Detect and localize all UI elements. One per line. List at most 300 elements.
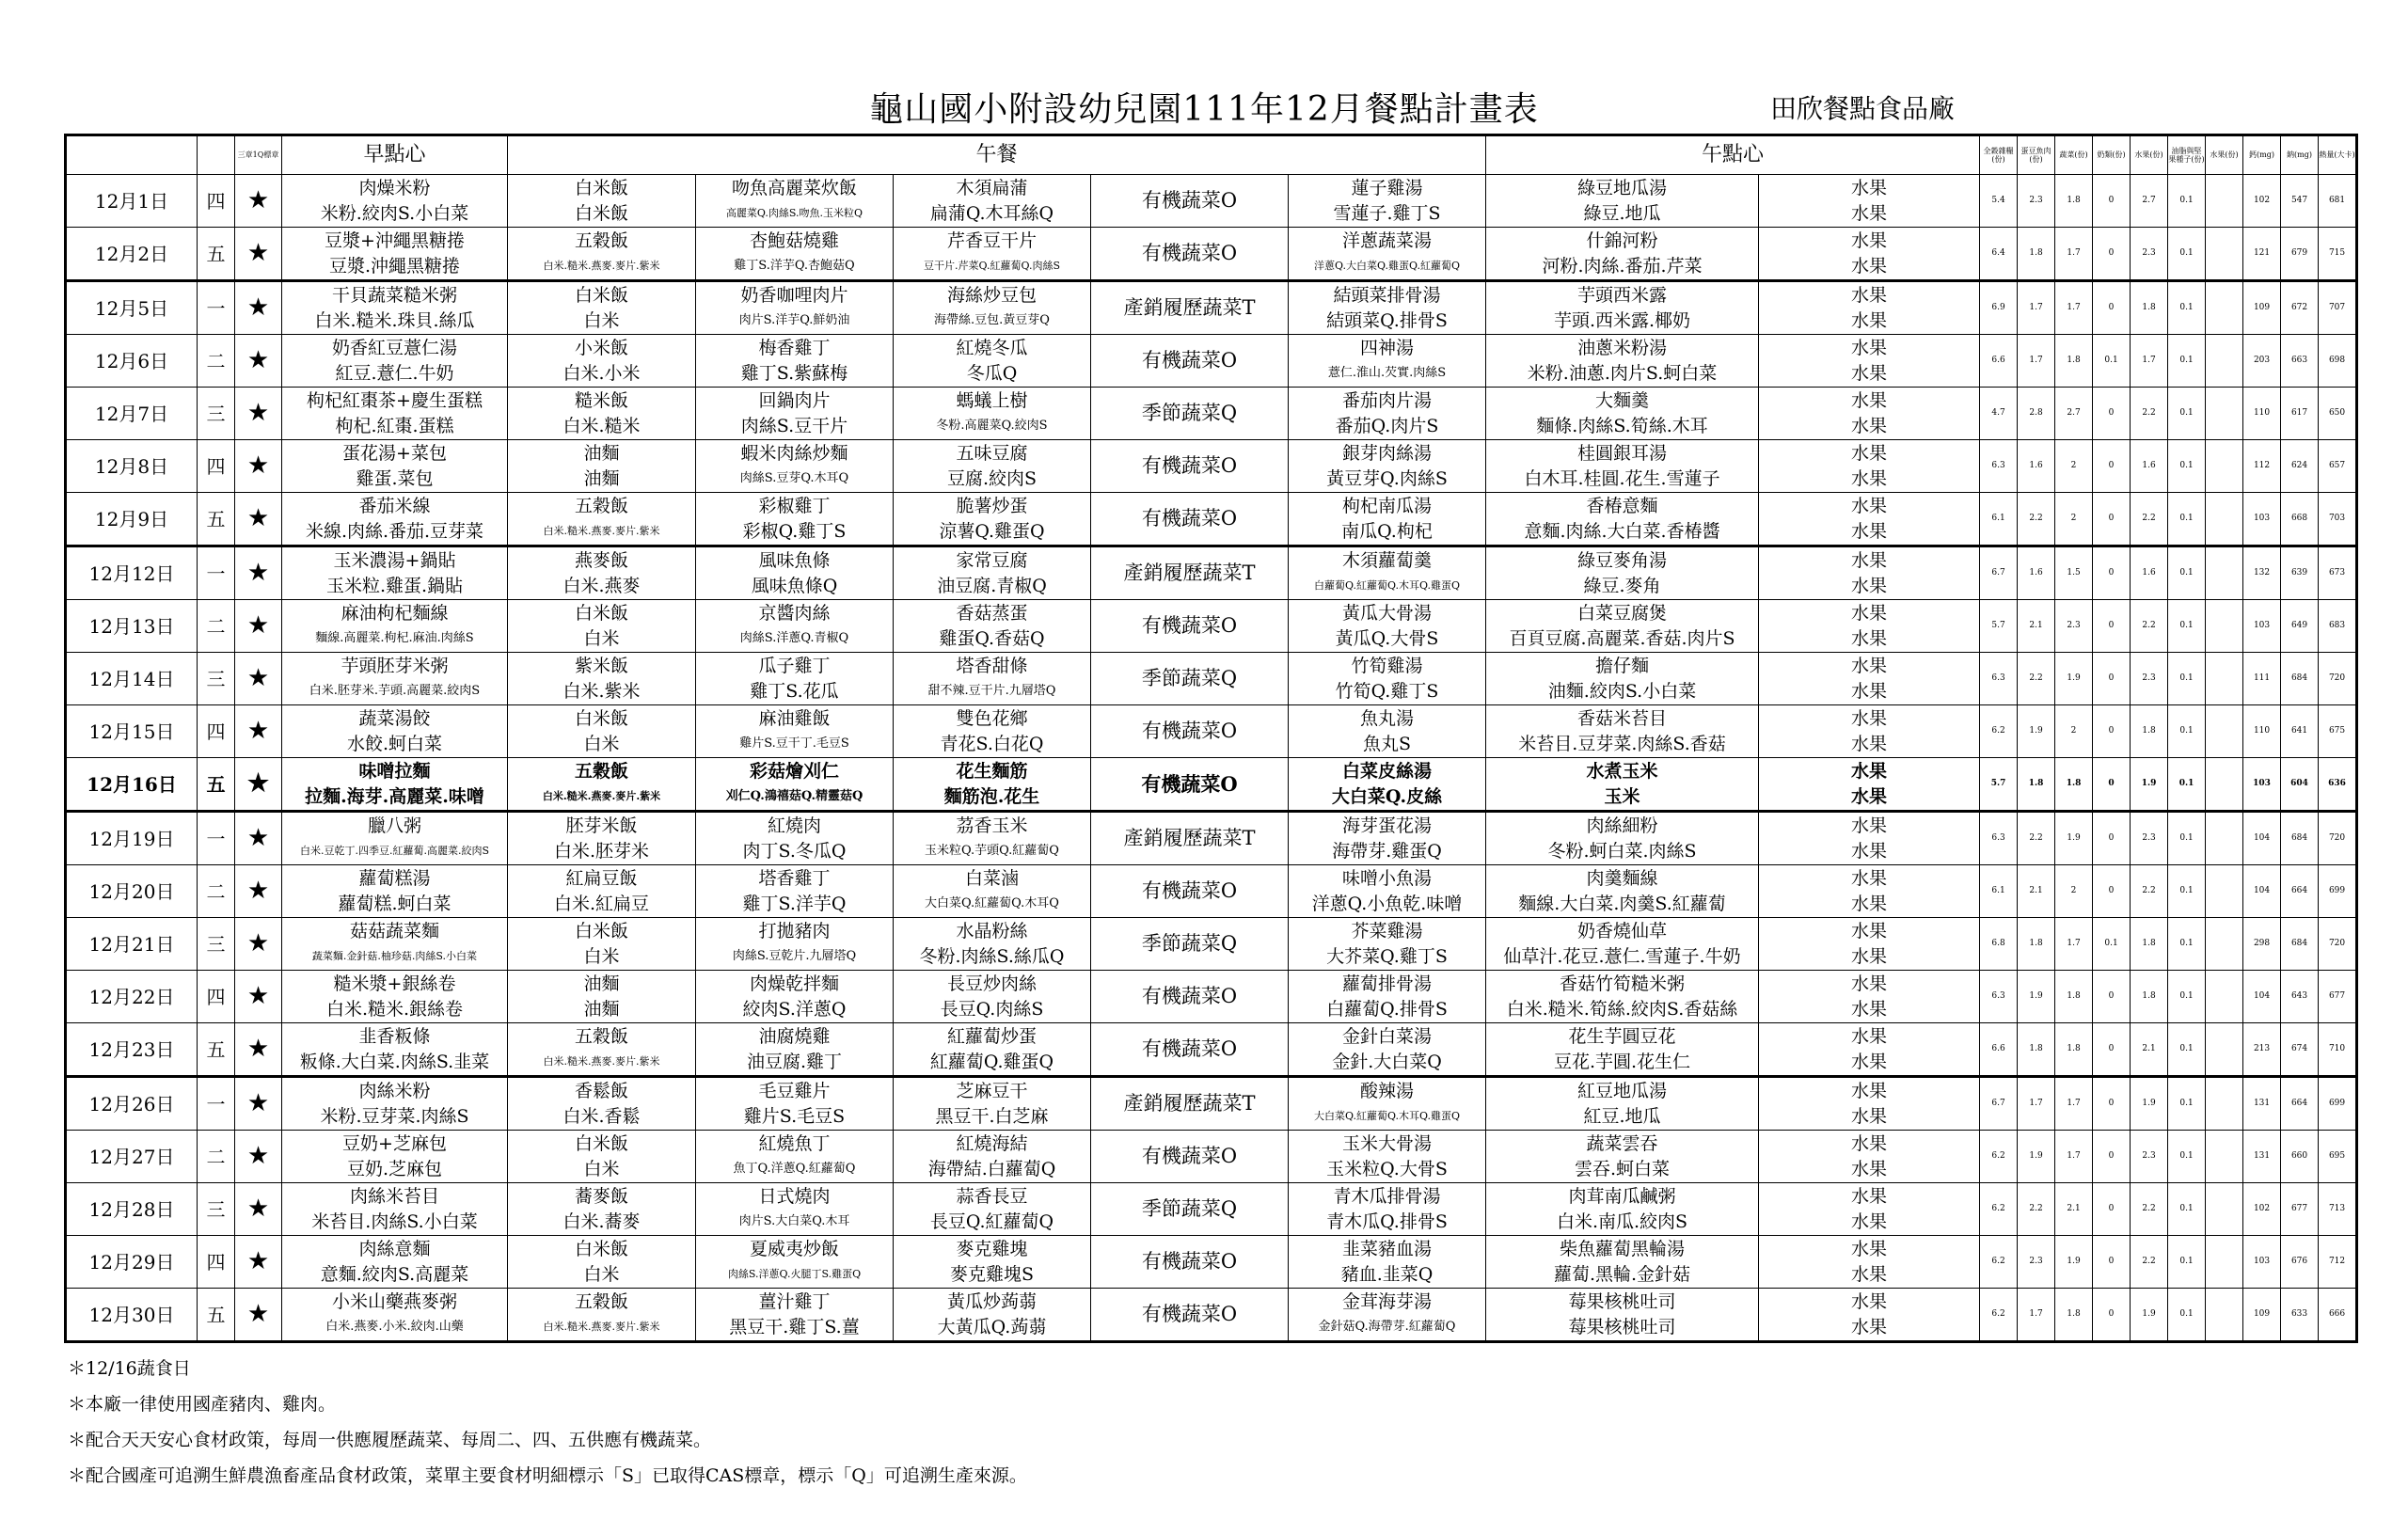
nutrition-protein: 1.8 bbox=[2018, 228, 2055, 281]
staple-cell-ingredients: 白米.胚芽米 bbox=[553, 841, 650, 862]
breakfast-cell-name: 枸杞紅棗茶+慶生蛋糕 bbox=[307, 389, 483, 411]
nutrition-vegetable: 1.7 bbox=[2055, 281, 2093, 335]
nutrition-vegetable: 1.8 bbox=[2055, 335, 2093, 388]
nutrition-oil: 0.1 bbox=[2168, 546, 2206, 600]
snack-cell-ingredients: 仙草汁.花豆.薏仁.雪蓮子.牛奶 bbox=[1503, 946, 1741, 968]
nutrition-protein: 2.2 bbox=[2018, 493, 2055, 546]
soup-cell-name: 木須蘿蔔羹 bbox=[1342, 549, 1433, 571]
main-dish-cell bbox=[696, 971, 894, 1023]
soup-cell-name: 黃瓜大骨湯 bbox=[1342, 602, 1433, 624]
side-dish-cell-ingredients: 扁蒲Q.木耳絲Q bbox=[929, 203, 1054, 225]
nutrition-protein: 1.9 bbox=[2018, 971, 2055, 1023]
nutrition-oil: 0.1 bbox=[2168, 1023, 2206, 1077]
soup-cell-name: 四神湯 bbox=[1360, 337, 1415, 358]
nutrition-dairy: 0 bbox=[2093, 865, 2131, 918]
snack-cell-name: 擔仔麵 bbox=[1595, 655, 1650, 676]
date-cell: 12月12日 bbox=[66, 546, 198, 600]
weekday-cell: 三 bbox=[198, 1183, 235, 1236]
nutrition-dairy: 0 bbox=[2093, 653, 2131, 705]
nutrition-grains: 6.4 bbox=[1980, 228, 2018, 281]
nutrition-protein: 1.7 bbox=[2018, 1289, 2055, 1342]
nutrition-protein: 1.7 bbox=[2018, 1077, 2055, 1131]
side-dish-cell bbox=[894, 758, 1091, 812]
side-dish-cell-name: 雙色花鄉 bbox=[956, 707, 1028, 729]
weekday-cell: 一 bbox=[198, 281, 235, 335]
snack-cell-ingredients: 白木耳.桂圓.花生.雪蓮子 bbox=[1524, 468, 1720, 490]
nutrition-spacer bbox=[2206, 705, 2243, 758]
breakfast-cell bbox=[282, 281, 508, 335]
fruit-cell-ingredients: 水果 bbox=[1851, 416, 1888, 437]
header-breakfast: 早點心 bbox=[282, 135, 508, 175]
main-dish-cell bbox=[696, 758, 894, 812]
breakfast-cell bbox=[282, 1131, 508, 1183]
star-mark: ★ bbox=[235, 1183, 282, 1236]
vegetable-cell: 季節蔬菜Q bbox=[1091, 388, 1289, 440]
soup-cell-ingredients: 南瓜Q.枸杞 bbox=[1341, 521, 1433, 543]
nutrition-protein: 1.9 bbox=[2018, 1131, 2055, 1183]
table-row bbox=[66, 388, 2357, 440]
main-dish-cell-name: 風味魚條 bbox=[758, 549, 831, 571]
nutrition-oil: 0.1 bbox=[2168, 493, 2206, 546]
vegetable-cell: 有機蔬菜O bbox=[1091, 705, 1289, 758]
staple-cell-name: 燕麥飯 bbox=[574, 549, 628, 571]
date-cell: 12月9日 bbox=[66, 493, 198, 546]
main-dish-cell bbox=[696, 918, 894, 971]
breakfast-cell-name: 豆漿+沖繩黑糖捲 bbox=[325, 229, 465, 251]
soup-cell bbox=[1289, 228, 1486, 281]
nutrition-fruit: 2.7 bbox=[2131, 175, 2168, 228]
nutrition-fruit: 2.2 bbox=[2131, 865, 2168, 918]
breakfast-cell-ingredients: 白米.豆乾丁.四季豆.紅蘿蔔.高麗菜.絞肉S bbox=[299, 845, 490, 858]
side-dish-cell bbox=[894, 705, 1091, 758]
snack-cell-name: 水煮玉米 bbox=[1586, 760, 1658, 782]
vegetable-cell: 有機蔬菜O bbox=[1091, 600, 1289, 653]
breakfast-cell-ingredients: 白米.糙米.珠貝.絲瓜 bbox=[314, 310, 475, 332]
soup-cell-ingredients: 大白菜Q.紅蘿蔔Q.木耳Q.雞蛋Q bbox=[1314, 1110, 1460, 1123]
fruit-cell bbox=[1759, 388, 1980, 440]
nutrition-grains: 6.8 bbox=[1980, 918, 2018, 971]
snack-cell bbox=[1486, 546, 1759, 600]
breakfast-cell bbox=[282, 705, 508, 758]
nutrition-protein: 2.2 bbox=[2018, 1183, 2055, 1236]
star-mark: ★ bbox=[235, 1236, 282, 1289]
snack-cell bbox=[1486, 335, 1759, 388]
soup-cell bbox=[1289, 1023, 1486, 1077]
staple-cell-ingredients: 白米 bbox=[583, 628, 620, 650]
side-dish-cell bbox=[894, 175, 1091, 228]
fruit-cell-name: 水果 bbox=[1851, 760, 1888, 782]
side-dish-cell bbox=[894, 388, 1091, 440]
side-dish-cell bbox=[894, 1183, 1091, 1236]
star-mark: ★ bbox=[235, 335, 282, 388]
nutrition-calcium: 103 bbox=[2243, 1236, 2281, 1289]
snack-cell-name: 柴魚蘿蔔黑輪湯 bbox=[1560, 1238, 1686, 1259]
nutrition-oil: 0.1 bbox=[2168, 1077, 2206, 1131]
nutrition-dairy: 0 bbox=[2093, 281, 2131, 335]
star-mark: ★ bbox=[235, 175, 282, 228]
nutrition-vegetable: 1.7 bbox=[2055, 228, 2093, 281]
breakfast-cell-name: 糙米漿+銀絲卷 bbox=[333, 973, 456, 994]
table-row bbox=[66, 1131, 2357, 1183]
nutrition-grains: 6.7 bbox=[1980, 1077, 2018, 1131]
nutrition-grains: 6.2 bbox=[1980, 1236, 2018, 1289]
nutrition-fruit: 2.2 bbox=[2131, 493, 2168, 546]
fruit-cell-name: 水果 bbox=[1851, 707, 1888, 729]
soup-cell-ingredients: 白蘿蔔Q.紅蘿蔔Q.木耳Q.雞蛋Q bbox=[1314, 579, 1460, 593]
soup-cell-ingredients: 洋蔥Q.小魚乾.味噌 bbox=[1311, 894, 1463, 915]
main-dish-cell-ingredients: 雞丁S.洋芋Q.杏鮑菇Q bbox=[734, 259, 855, 274]
star-mark: ★ bbox=[235, 758, 282, 812]
main-dish-cell bbox=[696, 1236, 894, 1289]
breakfast-cell-ingredients: 米粉.絞肉S.小白菜 bbox=[320, 203, 469, 225]
vegetable-cell: 產銷履歷蔬菜T bbox=[1091, 546, 1289, 600]
weekday-cell: 二 bbox=[198, 865, 235, 918]
nutrition-calcium: 121 bbox=[2243, 228, 2281, 281]
side-dish-cell-name: 麥克雞塊 bbox=[956, 1238, 1028, 1259]
nutrition-sodium: 679 bbox=[2281, 228, 2319, 281]
side-dish-cell bbox=[894, 812, 1091, 865]
weekday-cell: 四 bbox=[198, 971, 235, 1023]
fruit-cell bbox=[1759, 1289, 1980, 1342]
snack-cell bbox=[1486, 705, 1759, 758]
nutrition-calories: 666 bbox=[2319, 1289, 2357, 1342]
fruit-cell-ingredients: 水果 bbox=[1851, 363, 1888, 385]
breakfast-cell-name: 小米山藥燕麥粥 bbox=[331, 1290, 457, 1312]
fruit-cell bbox=[1759, 918, 1980, 971]
nutrition-calcium: 104 bbox=[2243, 812, 2281, 865]
star-mark: ★ bbox=[235, 812, 282, 865]
side-dish-cell bbox=[894, 228, 1091, 281]
nutrition-dairy: 0 bbox=[2093, 388, 2131, 440]
side-dish-cell-name: 塔香甜條 bbox=[956, 655, 1028, 676]
nutrition-fruit: 1.6 bbox=[2131, 440, 2168, 493]
main-dish-cell-name: 奶香咖哩肉片 bbox=[740, 284, 848, 306]
main-dish-cell-ingredients: 絞肉S.洋蔥Q bbox=[742, 999, 847, 1021]
main-dish-cell-name: 紅燒魚丁 bbox=[758, 1132, 831, 1154]
snack-cell bbox=[1486, 758, 1759, 812]
nutrition-oil: 0.1 bbox=[2168, 758, 2206, 812]
fruit-cell-name: 水果 bbox=[1851, 867, 1888, 889]
nutrition-protein: 2.2 bbox=[2018, 812, 2055, 865]
main-dish-cell-ingredients: 雞片S.毛豆S bbox=[743, 1106, 846, 1128]
breakfast-cell-name: 肉絲米苔目 bbox=[349, 1185, 439, 1207]
fruit-cell-name: 水果 bbox=[1851, 1025, 1888, 1047]
side-dish-cell bbox=[894, 546, 1091, 600]
nutrition-dairy: 0 bbox=[2093, 971, 2131, 1023]
weekday-cell: 三 bbox=[198, 653, 235, 705]
soup-cell-ingredients: 金針.大白菜Q bbox=[1332, 1052, 1442, 1073]
main-dish-cell-ingredients: 雞片S.豆干丁.毛豆S bbox=[739, 736, 849, 752]
star-mark: ★ bbox=[235, 440, 282, 493]
nutrition-spacer bbox=[2206, 281, 2243, 335]
table-row bbox=[66, 228, 2357, 281]
vegetable-cell: 產銷履歷蔬菜T bbox=[1091, 812, 1289, 865]
staple-cell-name: 白米飯 bbox=[574, 1132, 628, 1154]
nutrition-calcium: 111 bbox=[2243, 653, 2281, 705]
soup-cell bbox=[1289, 335, 1486, 388]
note-domestic-meat: ＊本廠一律使用國產豬肉、雞肉。 bbox=[68, 1394, 337, 1415]
breakfast-cell bbox=[282, 1289, 508, 1342]
soup-cell-ingredients: 黃瓜Q.大骨S bbox=[1335, 628, 1439, 650]
side-dish-cell bbox=[894, 1023, 1091, 1077]
nutrition-fruit: 2.2 bbox=[2131, 600, 2168, 653]
fruit-cell-ingredients: 水果 bbox=[1851, 894, 1888, 915]
nutrition-grains: 4.7 bbox=[1980, 388, 2018, 440]
soup-cell bbox=[1289, 1236, 1486, 1289]
breakfast-cell-ingredients: 白米.糙米.銀絲卷 bbox=[325, 999, 464, 1021]
nutrition-protein: 2.3 bbox=[2018, 1236, 2055, 1289]
staple-cell-ingredients: 白米飯 bbox=[574, 203, 628, 225]
breakfast-cell-name: 奶香紅豆薏仁湯 bbox=[331, 337, 457, 358]
soup-cell-ingredients: 結頭菜Q.排骨S bbox=[1326, 310, 1448, 332]
nutrition-calories: 650 bbox=[2319, 388, 2357, 440]
snack-cell-name: 香菇米苔目 bbox=[1577, 707, 1668, 729]
nutrition-spacer bbox=[2206, 1236, 2243, 1289]
nutrition-dairy: 0 bbox=[2093, 1289, 2131, 1342]
main-dish-cell-name: 油腐燒雞 bbox=[758, 1025, 831, 1047]
soup-cell-name: 竹筍雞湯 bbox=[1351, 655, 1423, 676]
fruit-cell-ingredients: 水果 bbox=[1851, 310, 1888, 332]
staple-cell-name: 白米飯 bbox=[574, 707, 628, 729]
side-dish-cell bbox=[894, 1289, 1091, 1342]
side-dish-cell-ingredients: 涼薯Q.雞蛋Q bbox=[939, 521, 1045, 543]
nutrition-sodium: 660 bbox=[2281, 1131, 2319, 1183]
weekday-cell: 四 bbox=[198, 175, 235, 228]
breakfast-cell-ingredients: 拉麵.海芽.高麗菜.味噌 bbox=[305, 786, 484, 808]
side-dish-cell bbox=[894, 1077, 1091, 1131]
table-row bbox=[66, 705, 2357, 758]
fruit-cell-name: 水果 bbox=[1851, 284, 1888, 306]
nutrition-dairy: 0.1 bbox=[2093, 918, 2131, 971]
nutrition-fruit: 2.3 bbox=[2131, 653, 2168, 705]
nutrition-calories: 695 bbox=[2319, 1131, 2357, 1183]
staple-cell-name: 五穀飯 bbox=[574, 229, 628, 251]
main-dish-cell bbox=[696, 335, 894, 388]
header-weekday bbox=[198, 135, 235, 175]
breakfast-cell-name: 蛋花湯+菜包 bbox=[342, 442, 447, 464]
date-cell: 12月5日 bbox=[66, 281, 198, 335]
staple-cell bbox=[508, 388, 696, 440]
soup-cell-ingredients: 番茄Q.肉片S bbox=[1335, 416, 1439, 437]
breakfast-cell-name: 菇菇蔬菜麵 bbox=[349, 920, 439, 942]
snack-cell-ingredients: 玉米 bbox=[1604, 786, 1640, 808]
breakfast-cell bbox=[282, 493, 508, 546]
nutrition-grains: 6.3 bbox=[1980, 653, 2018, 705]
nutrition-calcium: 109 bbox=[2243, 1289, 2281, 1342]
snack-cell-name: 花生芋圓豆花 bbox=[1568, 1025, 1676, 1047]
nutrition-calories: 698 bbox=[2319, 335, 2357, 388]
snack-cell-ingredients: 綠豆.麥角 bbox=[1583, 576, 1661, 597]
soup-cell-ingredients: 雪蓮子.雞丁S bbox=[1333, 203, 1441, 225]
breakfast-cell-ingredients: 米線.肉絲.番茄.豆芽菜 bbox=[305, 521, 484, 543]
header-date bbox=[66, 135, 198, 175]
fruit-cell-ingredients: 水果 bbox=[1851, 1106, 1888, 1128]
main-dish-cell-ingredients: 肉丁S.冬瓜Q bbox=[742, 841, 847, 862]
nutrition-protein: 1.7 bbox=[2018, 281, 2055, 335]
main-dish-cell-ingredients: 魚丁Q.洋蔥Q.紅蘿蔔Q bbox=[733, 1162, 856, 1177]
main-dish-cell-ingredients: 肉片S.大白菜Q.木耳 bbox=[738, 1214, 850, 1229]
snack-cell bbox=[1486, 1289, 1759, 1342]
main-dish-cell-ingredients: 肉片S.洋芋Q.鮮奶油 bbox=[738, 313, 850, 328]
breakfast-cell bbox=[282, 1077, 508, 1131]
fruit-cell-name: 水果 bbox=[1851, 602, 1888, 624]
staple-cell-ingredients: 白米.糙米.燕麥.麥片.紫米 bbox=[543, 1055, 660, 1068]
side-dish-cell-name: 木須扁蒲 bbox=[956, 177, 1028, 198]
nutrition-dairy: 0 bbox=[2093, 1077, 2131, 1131]
soup-cell-name: 青木瓜排骨湯 bbox=[1333, 1185, 1441, 1207]
nutrition-fruit: 1.8 bbox=[2131, 918, 2168, 971]
soup-cell-name: 洋蔥蔬菜湯 bbox=[1342, 229, 1433, 251]
staple-cell bbox=[508, 335, 696, 388]
snack-cell-name: 綠豆地瓜湯 bbox=[1577, 177, 1668, 198]
main-dish-cell bbox=[696, 1183, 894, 1236]
fruit-cell-ingredients: 水果 bbox=[1851, 576, 1888, 597]
weekday-cell: 五 bbox=[198, 493, 235, 546]
snack-cell bbox=[1486, 388, 1759, 440]
fruit-cell-name: 水果 bbox=[1851, 337, 1888, 358]
weekday-cell: 五 bbox=[198, 1289, 235, 1342]
soup-cell-name: 蓮子雞湯 bbox=[1351, 177, 1423, 198]
staple-cell-ingredients: 白米 bbox=[583, 734, 620, 755]
side-dish-cell-name: 芹香豆干片 bbox=[946, 229, 1037, 251]
nutrition-vegetable: 1.7 bbox=[2055, 1077, 2093, 1131]
side-dish-cell-name: 紅燒冬瓜 bbox=[956, 337, 1028, 358]
soup-cell-name: 玉米大骨湯 bbox=[1342, 1132, 1433, 1154]
staple-cell-ingredients: 白米 bbox=[583, 946, 620, 968]
snack-cell bbox=[1486, 440, 1759, 493]
side-dish-cell-ingredients: 甜不辣.豆干片.九層塔Q bbox=[927, 684, 1056, 699]
fruit-cell-ingredients: 水果 bbox=[1851, 628, 1888, 650]
breakfast-cell bbox=[282, 865, 508, 918]
nutrition-sodium: 674 bbox=[2281, 1023, 2319, 1077]
nutrition-vegetable: 1.7 bbox=[2055, 1131, 2093, 1183]
nutrition-calories: 712 bbox=[2319, 1236, 2357, 1289]
breakfast-cell bbox=[282, 546, 508, 600]
notes bbox=[68, 1351, 1027, 1494]
nutrition-protein: 1.8 bbox=[2018, 1023, 2055, 1077]
fruit-cell-ingredients: 水果 bbox=[1851, 1264, 1888, 1286]
main-dish-cell-ingredients: 風味魚條Q bbox=[751, 576, 838, 597]
nutrition-oil: 0.1 bbox=[2168, 175, 2206, 228]
soup-cell-name: 海芽蛋花湯 bbox=[1342, 815, 1433, 836]
vegetable-cell: 有機蔬菜O bbox=[1091, 440, 1289, 493]
nutrition-calcium: 110 bbox=[2243, 388, 2281, 440]
fruit-cell-name: 水果 bbox=[1851, 1132, 1888, 1154]
fruit-cell-ingredients: 水果 bbox=[1851, 256, 1888, 277]
main-dish-cell-ingredients: 肉絲S.豆芽Q.木耳Q bbox=[739, 471, 849, 486]
main-dish-cell-name: 肉燥乾拌麵 bbox=[749, 973, 839, 994]
nutrition-calories: 715 bbox=[2319, 228, 2357, 281]
star-mark: ★ bbox=[235, 228, 282, 281]
main-dish-cell bbox=[696, 228, 894, 281]
breakfast-cell-name: 味噌拉麵 bbox=[358, 760, 431, 782]
date-cell: 12月13日 bbox=[66, 600, 198, 653]
nutrition-calories: 720 bbox=[2319, 918, 2357, 971]
main-dish-cell-ingredients: 肉絲S.洋蔥Q.青椒Q bbox=[739, 631, 849, 646]
breakfast-cell bbox=[282, 653, 508, 705]
side-dish-cell-name: 五味豆腐 bbox=[956, 442, 1028, 464]
nutrition-dairy: 0 bbox=[2093, 546, 2131, 600]
side-dish-cell bbox=[894, 281, 1091, 335]
nutrition-calcium: 109 bbox=[2243, 281, 2281, 335]
nutrition-vegetable: 2 bbox=[2055, 865, 2093, 918]
main-dish-cell-name: 吻魚高麗菜炊飯 bbox=[731, 177, 857, 198]
nutrition-vegetable: 1.8 bbox=[2055, 758, 2093, 812]
staple-cell-ingredients: 白米 bbox=[583, 1159, 620, 1180]
fruit-cell-ingredients: 水果 bbox=[1851, 999, 1888, 1021]
main-dish-cell-name: 毛豆雞片 bbox=[758, 1080, 831, 1101]
vegetable-cell: 有機蔬菜O bbox=[1091, 175, 1289, 228]
side-dish-cell bbox=[894, 918, 1091, 971]
snack-cell-ingredients: 雲吞.蚵白菜 bbox=[1574, 1159, 1671, 1180]
snack-cell-name: 肉茸南瓜鹹粥 bbox=[1568, 1185, 1676, 1207]
header-nutrition-sodium: 鈉(mg) bbox=[2281, 135, 2319, 175]
nutrition-calories: 683 bbox=[2319, 600, 2357, 653]
side-dish-cell-ingredients: 麥克雞塊S bbox=[949, 1264, 1035, 1286]
side-dish-cell-name: 紅燒海結 bbox=[956, 1132, 1028, 1154]
soup-cell-ingredients: 金針菇Q.海帶芽.紅蘿蔔Q bbox=[1318, 1320, 1456, 1335]
side-dish-cell-ingredients: 雞蛋Q.香菇Q bbox=[939, 628, 1045, 650]
weekday-cell: 一 bbox=[198, 546, 235, 600]
staple-cell-name: 五穀飯 bbox=[574, 495, 628, 516]
breakfast-cell bbox=[282, 758, 508, 812]
date-cell: 12月22日 bbox=[66, 971, 198, 1023]
side-dish-cell-ingredients: 長豆Q.肉絲S bbox=[940, 999, 1044, 1021]
side-dish-cell bbox=[894, 600, 1091, 653]
nutrition-vegetable: 2.7 bbox=[2055, 388, 2093, 440]
nutrition-spacer bbox=[2206, 1131, 2243, 1183]
soup-cell-ingredients: 青木瓜Q.排骨S bbox=[1326, 1211, 1448, 1233]
side-dish-cell-name: 蒜香長豆 bbox=[956, 1185, 1028, 1207]
table-row bbox=[66, 1023, 2357, 1077]
star-mark: ★ bbox=[235, 281, 282, 335]
breakfast-cell-name: 麻油枸杞麵線 bbox=[341, 602, 449, 624]
nutrition-grains: 6.1 bbox=[1980, 865, 2018, 918]
breakfast-cell-ingredients: 雞蛋.菜包 bbox=[356, 468, 434, 490]
nutrition-grains: 6.9 bbox=[1980, 281, 2018, 335]
nutrition-calories: 673 bbox=[2319, 546, 2357, 600]
soup-cell bbox=[1289, 388, 1486, 440]
nutrition-grains: 6.2 bbox=[1980, 1289, 2018, 1342]
nutrition-vegetable: 2 bbox=[2055, 705, 2093, 758]
staple-cell bbox=[508, 918, 696, 971]
soup-cell-name: 枸杞南瓜湯 bbox=[1342, 495, 1433, 516]
fruit-cell bbox=[1759, 971, 1980, 1023]
date-cell: 12月8日 bbox=[66, 440, 198, 493]
nutrition-protein: 1.7 bbox=[2018, 335, 2055, 388]
nutrition-spacer bbox=[2206, 440, 2243, 493]
snack-cell bbox=[1486, 918, 1759, 971]
fruit-cell-ingredients: 水果 bbox=[1851, 681, 1888, 703]
nutrition-dairy: 0 bbox=[2093, 1183, 2131, 1236]
snack-cell-ingredients: 綠豆.地瓜 bbox=[1583, 203, 1661, 225]
nutrition-calcium: 102 bbox=[2243, 175, 2281, 228]
nutrition-spacer bbox=[2206, 1183, 2243, 1236]
nutrition-calcium: 112 bbox=[2243, 440, 2281, 493]
soup-cell-name: 味噌小魚湯 bbox=[1342, 867, 1433, 889]
soup-cell bbox=[1289, 493, 1486, 546]
fruit-cell-ingredients: 水果 bbox=[1851, 946, 1888, 968]
soup-cell-ingredients: 薏仁.淮山.芡實.肉絲S bbox=[1327, 366, 1447, 381]
main-dish-cell-name: 瓜子雞丁 bbox=[758, 655, 831, 676]
star-mark: ★ bbox=[235, 388, 282, 440]
vegetable-cell: 季節蔬菜Q bbox=[1091, 1183, 1289, 1236]
staple-cell-ingredients: 白米.糙米.燕麥.麥片.紫米 bbox=[543, 260, 660, 273]
fruit-cell bbox=[1759, 1131, 1980, 1183]
header-nutrition-fruit: 水果(份) bbox=[2131, 135, 2168, 175]
nutrition-grains: 6.3 bbox=[1980, 812, 2018, 865]
main-dish-cell-ingredients: 黑豆干.雞丁S.薑 bbox=[729, 1317, 860, 1338]
